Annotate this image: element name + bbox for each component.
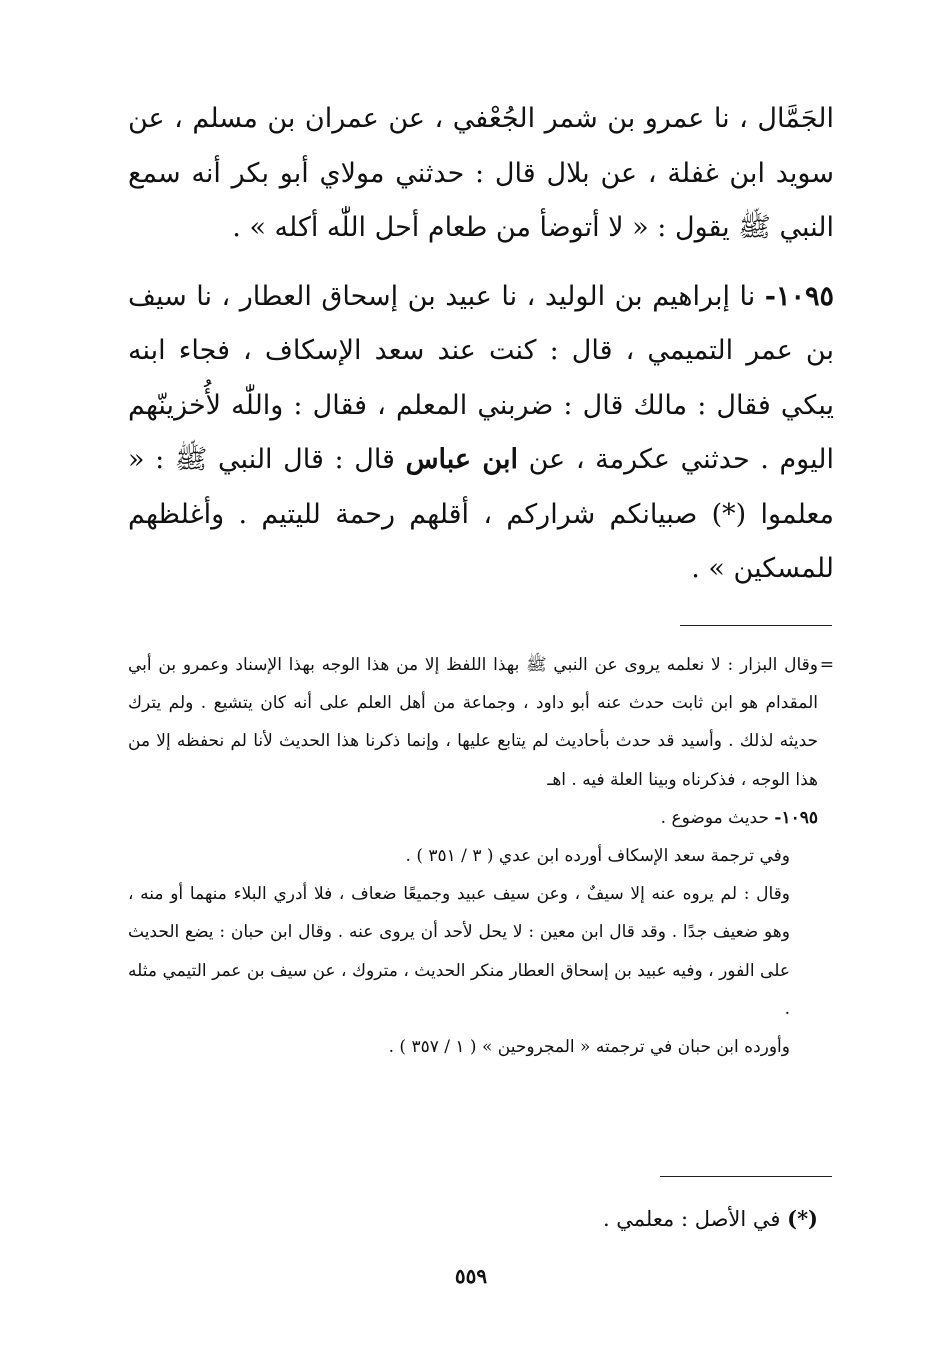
hadith-1095-intro: نا إبراهيم بن الوليد ، نا عبيد بن إسحاق العطار ، نا سيف بن عمر التميمي ، قال : كنت عند سعد الإسكاف ، فجاء ابنه يبكي فقال : مالك قال : ضربني المعلم ، فقال : واللّٰه لأُخزينّهم اليوم . حدثني عكرمة ، عن xyxy=(128,280,834,475)
hadith-number: ١٠٩٥- xyxy=(764,280,834,312)
hadith-1094-text: الجَمَّال ، نا عمرو بن شمر الجُعْفي ، عن عمران بن مسلم ، عن سويد ابن غفلة ، عن بلال قال : حدثني مولاي أبو بكر أنه سمع النبي ﷺ يقول : « لا أتوضأ من طعام أحل اللّٰه أكله » . xyxy=(128,103,834,243)
hadith-1095-rest: قال : قال النبي ﷺ : « معلموا (*) صبيانكم شراركم ، أقلهم رحمة لليتيم . وأغلظهم للمسكين » . xyxy=(128,444,834,584)
page-number: ٥٥٩ xyxy=(454,1264,488,1288)
note-number: ١٠٩٥- xyxy=(774,807,818,828)
note-1095 xyxy=(128,799,818,837)
narrator-name: ابن عباس xyxy=(405,444,518,475)
footnote-marker: (*) xyxy=(787,1206,818,1231)
footnote xyxy=(128,1199,818,1239)
note-line-narrators: وقال : لم يروه عنه إلا سيفٌ ، وعن سيف عبيد وجميعًا ضعاف ، فلا أدري البلاء منهما أو منه ، وهو ضعيف جدًا . وقد قال ابن معين : لا يحل لأحد أن يروى عنه . وقال ابن حبان : يضع الحديث على الفور ، وفيه عبيد بن إسحاق العطار منكر الحديث ، متروك ، عن سيف بن عمر التيمي مثله . xyxy=(128,884,790,1019)
hadith-1095-text xyxy=(128,270,834,597)
notes-separator xyxy=(680,625,832,626)
note-line-ibn-adi: وفي ترجمة سعد الإسكاف أورده ابن عدي ( ٣ / ٣٥١ ) . xyxy=(405,846,790,867)
commentary-notes xyxy=(128,646,834,1066)
footnote-separator xyxy=(660,1176,832,1177)
continued-note: وقال البزار : لا نعلمه يروى عن النبي ﷺ بهذا اللفظ إلا من هذا الوجه بهذا الإسناد وعمرو بن أبي المقدام هو ابن ثابت حدث عنه أبو داود ، وجماعة من أهل العلم على أنه كان يتشيع . ولم يترك حديثه لذلك . وأسيد قد حدث بأحاديث لم يتابع عليها ، وإنما ذكرنا هذا الحديث لأنا لم نحفظه إلا من هذا الوجه ، فذكرناه وبينا العلة فيه . اهـ xyxy=(128,655,818,790)
footnote-text: في الأصل : معلمي . xyxy=(602,1207,781,1231)
note-title: حديث موضوع . xyxy=(660,807,769,828)
continuation-mark: = xyxy=(819,655,834,675)
note-line-ibn-hibban: وأورده ابن حبان في ترجمته « المجروحين » ( ١ / ٣٥٧ ) . xyxy=(388,1037,790,1058)
main-text xyxy=(128,92,834,597)
